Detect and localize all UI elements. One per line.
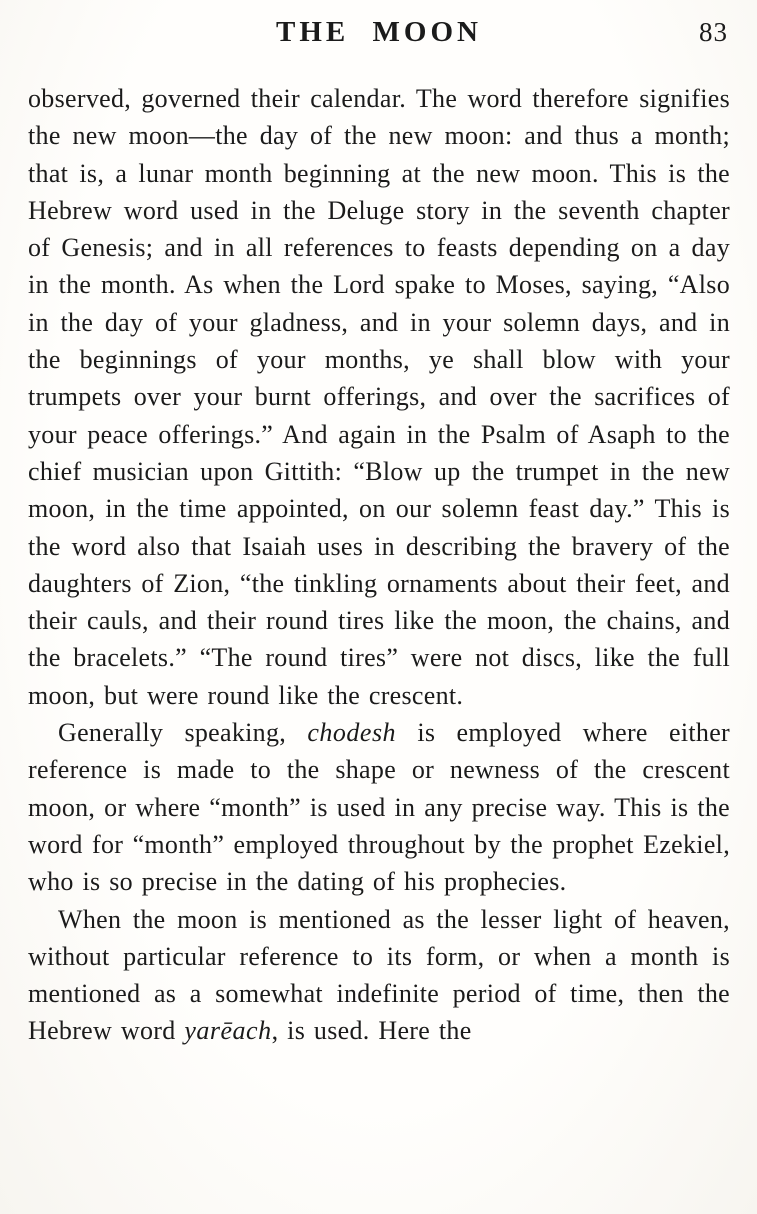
paragraph-2-text-pre: Generally speaking, <box>58 718 308 748</box>
body-text <box>28 80 730 1050</box>
page-number: 83 <box>699 17 728 47</box>
italic-term-yareach: yarēach <box>184 1016 272 1046</box>
paragraph-3-text-pre: When the moon is mentioned as the lesser light of heaven, without particular reference to its form, or when a month is mentioned as a somewhat indefinite period of time, then the Hebrew word <box>28 904 730 1046</box>
italic-term-chodesh: chodesh <box>307 718 397 748</box>
paragraph-3-text-post: , is used. Here the <box>271 1016 472 1046</box>
paragraph-1-text: observed, governed their calendar. The word therefore signifies the new moon—the day of the new moon: and thus a month; that is, a lunar month beginning at the new moon. This is the Hebrew word used in the Deluge story in the seventh chapter of Genesis; and in all references to feasts depending on a day in the month. As when the Lord spake to Moses, saying, “Also in the day of your gladness, and in your solemn days, and in the beginnings of your months, ye shall blow with your trumpets over your burnt offerings, and over the sacrifices of your peace offerings.” And again in the Psalm of Asaph to the chief musician upon Gittith: “Blow up the trumpet in the new moon, in the time appointed, on our solemn feast day.” This is the word also that Isaiah uses in describing the bravery of the daughters of Zion, “the tinkling ornaments about their feet, and their cauls, and their round tires like the moon, the chains, and the bracelets.” “The round tires” were not discs, like the full moon, but were round like the crescent. <box>28 84 730 710</box>
paragraph-1 <box>28 80 730 714</box>
page-header <box>28 14 730 58</box>
paragraph-3 <box>28 901 730 1050</box>
running-title: THE MOON <box>276 16 482 48</box>
paragraph-2-text-post: is employed where either reference is made to the shape or newness of the crescent moon, or where “month” is used in any precise way. This is the word for “month” employed throughout by the prophet Ezekiel, who is so precise in the dating of his prophecies. <box>28 718 730 897</box>
paragraph-2 <box>28 714 730 900</box>
